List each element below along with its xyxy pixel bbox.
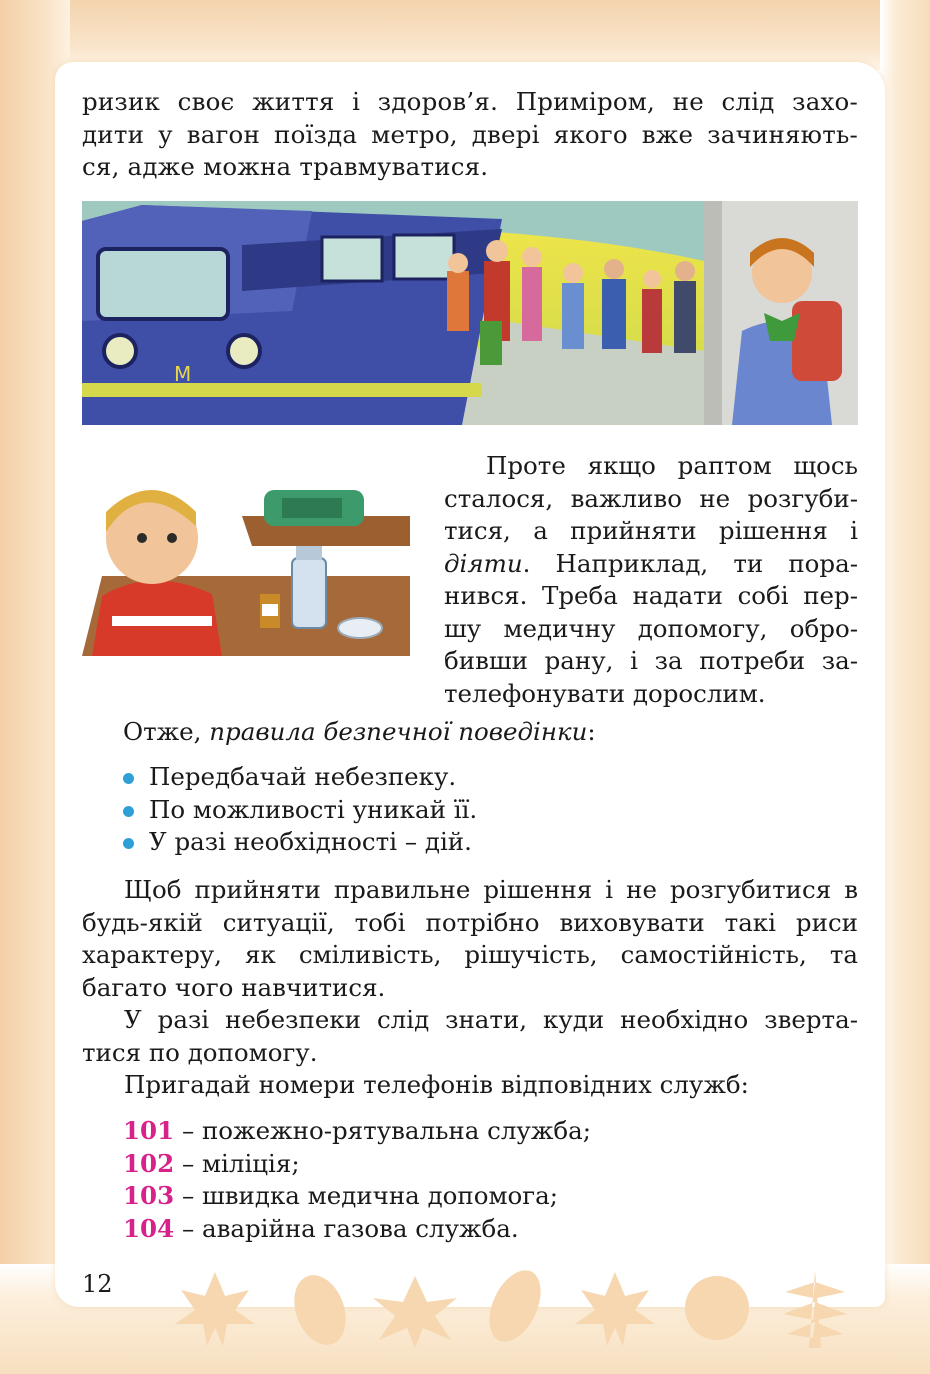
help-line: У разі небезпеки слід знати, куди необхідно зверта- — [124, 1005, 858, 1034]
paragraph-bottom-line: багато чого навчитися. — [82, 972, 386, 1002]
paragraph-middle-text: . Наприклад, ти пора- — [522, 548, 858, 578]
svg-text:M: M — [174, 362, 192, 386]
oak-leaf-icon — [285, 1268, 355, 1352]
paragraph-bottom-line: будь-якій ситуації, тобі потрібно виховувати такі риси — [82, 907, 858, 937]
list-item — [123, 1180, 591, 1213]
paragraph-middle — [444, 450, 858, 710]
list-item — [123, 761, 477, 794]
phone-number: 104 — [123, 1213, 175, 1243]
paragraph-top — [82, 86, 858, 184]
list-item — [123, 1213, 591, 1246]
bullet-icon — [123, 806, 134, 817]
paragraph-bottom-line: Щоб прийняти правильне рішення і не розгубитися в — [124, 875, 858, 904]
rules-intro-prefix: Отже, — [123, 717, 210, 746]
leaves-decoration — [165, 1262, 865, 1352]
emergency-numbers-list — [123, 1115, 591, 1245]
phone-number: 102 — [123, 1148, 175, 1178]
rule-text: Передбачай небезпеку. — [149, 762, 457, 791]
rules-list — [123, 761, 477, 859]
paragraph-bottom — [82, 874, 858, 1102]
bullet-icon — [123, 773, 134, 784]
paragraph-middle-line — [444, 548, 858, 581]
list-item — [123, 1115, 591, 1148]
list-item — [123, 794, 477, 827]
list-item — [123, 1148, 591, 1181]
paragraph-middle-line: Проте якщо раптом щось — [486, 451, 858, 480]
maple-leaf-icon — [175, 1272, 255, 1346]
emphasis-act: діяти — [444, 548, 523, 578]
page-border-top — [0, 0, 930, 70]
phone-number: 103 — [123, 1181, 175, 1210]
service-name: – міліція; — [174, 1148, 300, 1178]
rules-intro-italic: правила безпечної поведінки — [209, 717, 588, 746]
maple-leaf-icon — [575, 1272, 655, 1346]
paragraph-top-line: ся, адже можна травмуватися. — [82, 152, 489, 181]
paragraph-middle-line: сталося, важливо не розгуби- — [444, 483, 858, 513]
paragraph-middle-line: тися, а прийняти рішення і — [444, 516, 858, 545]
page-number: 12 — [82, 1270, 113, 1298]
first-aid-illustration — [82, 476, 410, 656]
rule-text: У разі необхідності – дій. — [149, 827, 472, 856]
paragraph-middle-line: шу медичну допомогу, обро- — [444, 613, 858, 643]
fern-leaf-icon — [783, 1270, 847, 1348]
rules-intro — [123, 716, 596, 749]
metro-train-illustration — [82, 201, 858, 425]
paragraph-middle-line: нився. Треба надати собі пер- — [444, 581, 858, 610]
page-border-right — [880, 0, 930, 1374]
oak-leaf-icon — [479, 1262, 551, 1349]
help-line: тися по допомогу. — [82, 1037, 318, 1067]
service-name: – аварійна газова служба. — [174, 1213, 519, 1243]
paragraph-middle-line: бивши рану, і за потреби за- — [444, 646, 858, 675]
round-leaf-icon — [685, 1276, 749, 1340]
chestnut-leaf-icon — [373, 1276, 457, 1348]
paragraph-top-line: ризик своє життя і здоров’я. Приміром, не слід захо- — [82, 87, 858, 116]
rule-text: По можливості уникай її. — [149, 794, 478, 824]
paragraph-top-line: дити у вагон поїзда метро, двері якого вже зачиняють- — [82, 119, 858, 149]
recall-line: Пригадай номери телефонів відповідних служб: — [124, 1070, 749, 1099]
paragraph-middle-line: телефонувати дорослим. — [444, 678, 766, 708]
phone-number: 101 — [123, 1116, 175, 1145]
bullet-icon — [123, 838, 134, 849]
rules-intro-suffix: : — [587, 717, 596, 746]
list-item — [123, 826, 477, 859]
service-name: – швидка медична допомога; — [174, 1181, 558, 1210]
service-name: – пожежно-рятувальна служба; — [174, 1116, 591, 1145]
paragraph-bottom-line: характеру, як сміливість, рішучість, самостійність, та — [82, 940, 858, 969]
